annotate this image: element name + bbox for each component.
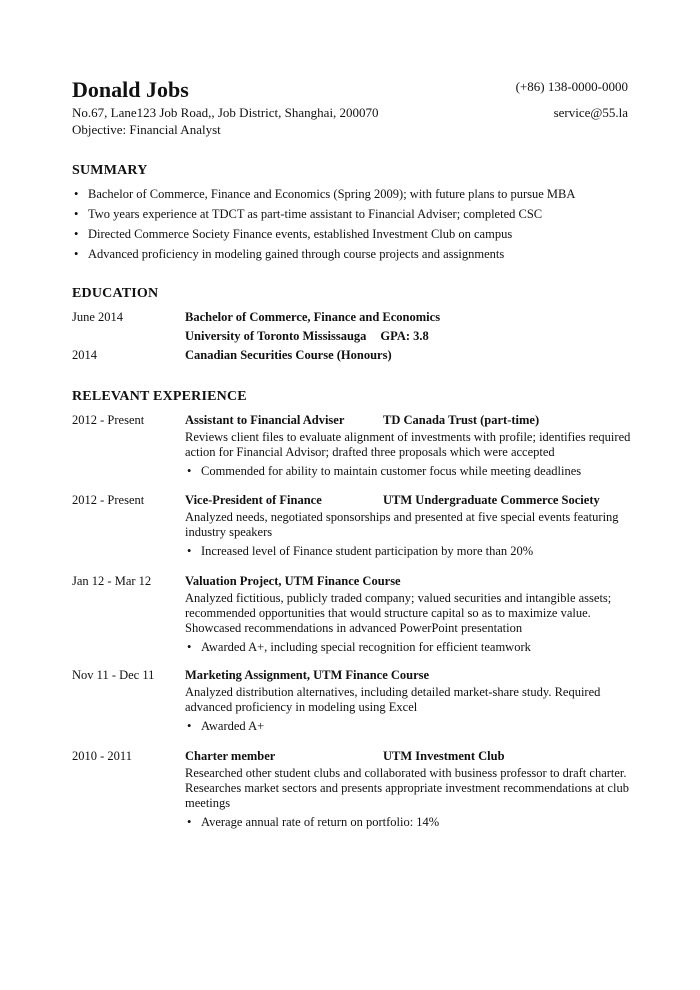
experience-date: Jan 12 - Mar 12 (72, 574, 152, 588)
description-line: Analyzed fictitious, publicly traded company; valued securities and intangible assets; (185, 591, 612, 605)
summary-list (72, 184, 632, 264)
experience-bullet: • Awarded A+ (185, 717, 632, 736)
experience-date: 2012 - Present (72, 493, 145, 507)
description-line: Researches market sectors and presents appropriate investment recommendations at club (185, 781, 629, 795)
experience-description (185, 591, 632, 636)
description-line: action for Financial Advisor; drafted three proposals which were accepted (185, 445, 555, 459)
summary-item: • Directed Commerce Society Finance events, established Investment Club on campus (72, 224, 632, 244)
experience-description (185, 430, 632, 460)
experience-bullet: • Awarded A+, including special recognition for efficient teamwork (185, 638, 632, 657)
experience-title-row (185, 411, 632, 430)
description-line: Reviews client files to evaluate alignment of investments with profile; identifies required (185, 430, 631, 444)
candidate-objective: Objective: Financial Analyst (72, 122, 221, 137)
education-heading: EDUCATION (72, 286, 159, 301)
education-content (185, 346, 632, 365)
experience-org: UTM Investment Club (383, 749, 505, 763)
description-line: Analyzed needs, negotiated sponsorships and presented at five special events featuring (185, 510, 619, 524)
experience-role: Marketing Assignment, UTM Finance Course (185, 668, 430, 682)
education-school: University of Toronto Mississauga (185, 329, 367, 343)
experience-bullet: • Commended for ability to maintain customer focus while meeting deadlines (185, 462, 632, 481)
description-line: industry speakers (185, 525, 273, 539)
description-line: recommended opportunities that would structure capital so as to maximize value. (185, 606, 591, 620)
experience-bullet: • Increased level of Finance student participation by more than 20% (185, 542, 632, 561)
experience-role: Valuation Project, UTM Finance Course (185, 574, 401, 588)
summary-item: • Advanced proficiency in modeling gained through course projects and assignments (72, 244, 632, 264)
experience-date: 2010 - 2011 (72, 749, 132, 763)
experience-bullets (185, 813, 632, 832)
description-line: advanced proficiency in modeling using Excel (185, 700, 418, 714)
experience-org: UTM Undergraduate Commerce Society (383, 493, 600, 507)
experience-bullet: • Average annual rate of return on portfolio: 14% (185, 813, 632, 832)
experience-title-row (185, 666, 632, 685)
experience-title-row (185, 747, 632, 766)
experience-date: 2012 - Present (72, 413, 145, 427)
summary-item: • Two years experience at TDCT as part-time assistant to Financial Adviser; completed CSC (72, 204, 632, 224)
description-line: Researched other student clubs and collaborated with business professor to draft charter. (185, 766, 627, 780)
education-school-line (185, 327, 632, 346)
experience-role: Assistant to Financial Adviser (185, 413, 345, 427)
experience-body (185, 747, 632, 832)
experience-description (185, 685, 632, 715)
experience-bullets (185, 542, 632, 561)
experience-bullets (185, 638, 632, 657)
education-date: 2014 (72, 348, 97, 362)
experience-org: TD Canada Trust (part-time) (383, 413, 540, 427)
description-line: Showcased recommendations in advanced PowerPoint presentation (185, 621, 523, 635)
education-gpa: GPA: 3.8 (380, 329, 429, 343)
education-degree: Canadian Securities Course (Honours) (185, 348, 392, 362)
education-content (185, 308, 632, 346)
description-line: meetings (185, 796, 231, 810)
education-degree: Bachelor of Commerce, Finance and Economics (185, 310, 441, 324)
experience-body (185, 666, 632, 736)
experience-bullets (185, 462, 632, 481)
experience-bullets (185, 717, 632, 736)
candidate-email: service@55.la (553, 105, 628, 120)
experience-body (185, 572, 632, 657)
experience-description (185, 510, 632, 540)
candidate-name: Donald Jobs (72, 77, 189, 102)
experience-role: Charter member (185, 749, 276, 763)
experience-heading: RELEVANT EXPERIENCE (72, 389, 247, 404)
summary-heading: SUMMARY (72, 163, 148, 178)
experience-body (185, 411, 632, 481)
experience-date: Nov 11 - Dec 11 (72, 668, 155, 682)
candidate-phone: (+86) 138-0000-0000 (515, 79, 628, 94)
experience-title-row (185, 572, 632, 591)
experience-role: Vice-President of Finance (185, 493, 322, 507)
summary-item: • Bachelor of Commerce, Finance and Economics (Spring 2009); with future plans to pursue MBA (72, 184, 632, 204)
experience-description (185, 766, 632, 811)
education-date: June 2014 (72, 310, 124, 324)
experience-body (185, 491, 632, 561)
candidate-address: No.67, Lane123 Job Road,, Job District, Shanghai, 200070 (72, 105, 379, 120)
description-line: Analyzed distribution alternatives, including detailed market-share study. Required (185, 685, 601, 699)
experience-title-row (185, 491, 632, 510)
